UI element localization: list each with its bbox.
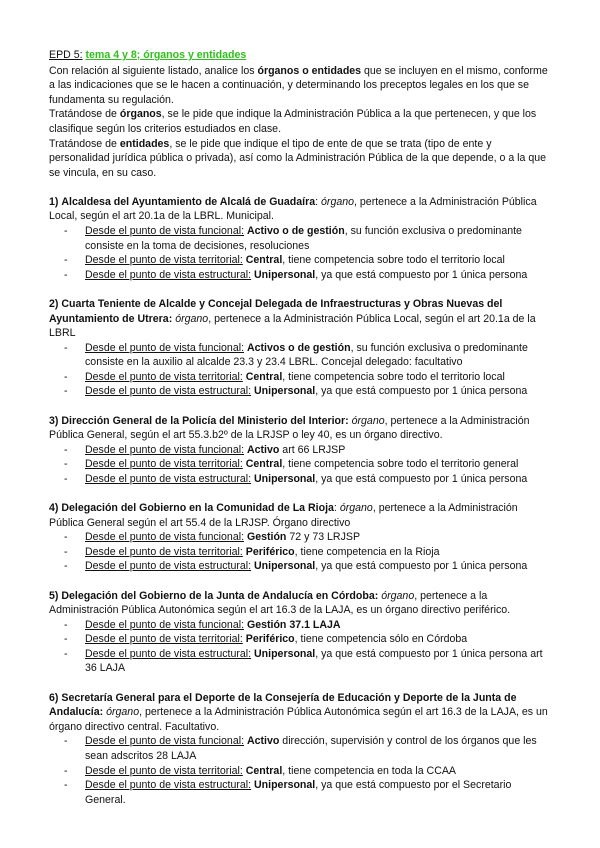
criteria-detail: , tiene competencia sobre todo el territorio local: [282, 254, 505, 267]
dash-bullet: -: [64, 560, 68, 573]
section-type: órgano: [321, 195, 355, 208]
criteria-detail: , tiene competencia sobre todo el territorio general: [282, 458, 519, 471]
criteria-label: Desde el punto de vista estructural:: [85, 647, 252, 660]
criteria-label: Desde el punto de vista estructural:: [85, 385, 252, 398]
dash-bullet: -: [64, 254, 68, 267]
section-3: [49, 414, 554, 487]
criteria-value: Gestión: [246, 531, 287, 544]
dash-bullet: -: [64, 385, 68, 398]
criteria-label: Desde el punto de vista territorial:: [85, 254, 243, 267]
list-item: [49, 545, 554, 560]
criteria-value: Unipersonal: [254, 472, 316, 485]
criteria-label: Desde el punto de vista funcional:: [85, 443, 245, 456]
criteria-value: Activo: [246, 735, 280, 748]
section-heading: [49, 501, 554, 530]
section-type: órgano: [175, 312, 209, 325]
intro-bold: órganos o entidades: [257, 64, 362, 77]
section-type: órgano: [106, 706, 140, 719]
list-item: [49, 734, 554, 763]
dash-bullet: -: [64, 268, 68, 281]
criteria-label: Desde el punto de vista estructural:: [85, 472, 252, 485]
criteria-label: Desde el punto de vista territorial:: [85, 458, 243, 471]
criteria-detail: , tiene competencia sobre todo el territorio local: [282, 370, 505, 383]
section-type: órgano: [381, 589, 415, 602]
criteria-label: Desde el punto de vista funcional:: [85, 341, 245, 354]
section-number: 4): [49, 502, 59, 515]
criteria-list: [49, 530, 554, 574]
criteria-value: Unipersonal: [254, 268, 316, 281]
list-item: [49, 559, 554, 574]
list-item: [49, 457, 554, 472]
criteria-value: Unipersonal: [254, 647, 316, 660]
criteria-label: Desde el punto de vista territorial:: [85, 545, 243, 558]
section-description: , pertenece a la Administración Pública Autonómica según el art 16.3 de la LAJA, es un órgano directivo central. Facultativo.: [49, 706, 548, 733]
section-name: Delegación del Gobierno en la Comunidad de La Rioja: [61, 502, 334, 515]
criteria-detail: dirección, supervisión y control de los órganos que les sean adscritos 28 LAJA: [85, 735, 537, 762]
dash-bullet: -: [64, 341, 68, 354]
list-item: [49, 778, 554, 807]
title-highlight: tema 4 y 8; órganos y entidades: [85, 49, 247, 61]
section-number: 6): [49, 691, 59, 704]
criteria-label: Desde el punto de vista territorial:: [85, 764, 243, 777]
criteria-value: Activo: [246, 443, 280, 456]
criteria-value: Central: [245, 764, 283, 777]
criteria-label: Desde el punto de vista funcional:: [85, 735, 245, 748]
list-item: [49, 632, 554, 647]
criteria-label: Desde el punto de vista funcional:: [85, 225, 245, 238]
criteria-label: Desde el punto de vista funcional:: [85, 531, 245, 544]
section-number: 3): [49, 414, 59, 427]
list-item: [49, 224, 554, 253]
section-type: órgano: [339, 502, 373, 515]
criteria-detail: , ya que está compuesto por el Secretario General.: [85, 779, 512, 806]
criteria-detail: , tiene competencia sólo en Córdoba: [294, 633, 468, 646]
criteria-value: Activo o de gestión: [246, 225, 345, 238]
document-page: [49, 48, 554, 807]
criteria-list: [49, 443, 554, 487]
criteria-label: Desde el punto de vista estructural:: [85, 268, 252, 281]
criteria-label: Desde el punto de vista funcional:: [85, 618, 245, 631]
intro: [49, 64, 554, 181]
intro-bold: órganos: [119, 108, 162, 121]
list-item: [49, 472, 554, 487]
intro-text: Tratándose de: [49, 137, 120, 150]
criteria-detail: , ya que está compuesto por 1 única persona: [315, 268, 528, 281]
criteria-value: Central: [245, 254, 283, 267]
section-description: , pertenece a la Administración Pública Autonómica según el art 16.3 de la LAJA, es un órgano directivo periférico.: [49, 589, 511, 617]
criteria-value: Unipersonal: [254, 560, 316, 573]
section-heading: [49, 414, 554, 443]
intro-bold: entidades: [119, 137, 170, 150]
intro-paragraph-2: [49, 107, 554, 136]
criteria-detail: , su función exclusiva o predominante consiste en la auxilio al alcalde 23.3 y 23.4 LBRL. Concejal delegado: facultativo: [85, 341, 528, 369]
criteria-value: Unipersonal: [254, 385, 316, 398]
list-item: [49, 341, 554, 370]
dash-bullet: -: [64, 443, 68, 456]
dash-bullet: -: [64, 764, 68, 777]
dash-bullet: -: [64, 647, 68, 660]
section-2: [49, 297, 554, 399]
criteria-value: Periférico: [245, 633, 295, 646]
dash-bullet: -: [64, 633, 68, 646]
section-heading: [49, 589, 554, 618]
section-1: [49, 195, 554, 283]
list-item: [49, 618, 554, 633]
section-description: , pertenece a la Administración Pública Local, según el art 20.1a de la LBRL. Municipal.: [49, 195, 537, 223]
list-item: [49, 530, 554, 545]
criteria-value: Periférico: [245, 545, 295, 558]
dash-bullet: -: [64, 458, 68, 471]
list-item: [49, 370, 554, 385]
section-heading: [49, 691, 554, 735]
document-title: [49, 48, 554, 63]
criteria-label: Desde el punto de vista territorial:: [85, 370, 243, 383]
criteria-detail: , ya que está compuesto por 1 única persona: [315, 560, 528, 573]
criteria-list: [49, 341, 554, 399]
list-item: [49, 268, 554, 283]
criteria-list: [49, 224, 554, 282]
title-label: EPD 5:: [49, 49, 83, 61]
section-number: 2): [49, 297, 59, 310]
intro-paragraph-1: [49, 64, 554, 108]
list-item: [49, 764, 554, 779]
list-item: [49, 647, 554, 676]
criteria-detail: , tiene competencia en toda la CCAA: [282, 764, 456, 777]
intro-text: Tratándose de: [49, 108, 120, 121]
criteria-detail: , ya que está compuesto por 1 única persona: [315, 472, 528, 485]
section-type: órgano: [351, 414, 385, 427]
section-name: Cuarta Teniente de Alcalde y Concejal Delegada de Infraestructuras y Obras Nuevas del Ayuntamiento de Utrera:: [49, 297, 503, 325]
criteria-value: Gestión 37.1 LAJA: [246, 618, 341, 631]
section-heading: [49, 297, 554, 341]
section-number: 1): [49, 195, 59, 208]
criteria-detail: , ya que está compuesto por 1 única persona art 36 LAJA: [85, 647, 543, 675]
dash-bullet: -: [64, 735, 68, 748]
section-6: [49, 691, 554, 808]
criteria-value: Central: [245, 370, 283, 383]
intro-text: , se le pide que indique la Administración Pública a la que pertenecen, y que los clasifique según los criterios estudiados en clase.: [49, 108, 537, 135]
intro-text: Con relación al siguiente listado, analice los: [49, 64, 258, 77]
section-separator: :: [315, 195, 319, 208]
dash-bullet: -: [64, 545, 68, 558]
dash-bullet: -: [64, 618, 68, 631]
section-4: [49, 501, 554, 574]
section-name: Dirección General de la Policía del Ministerio del Interior:: [61, 414, 349, 427]
criteria-value: Activos o de gestión: [246, 341, 351, 354]
criteria-detail: , tiene competencia en la Rioja: [294, 545, 440, 558]
section-name: Secretaría General para el Deporte de la Consejería de Educación y Deporte de la Junta de Andalucía:: [49, 691, 517, 719]
criteria-value: Unipersonal: [254, 779, 316, 792]
list-item: [49, 253, 554, 268]
criteria-label: Desde el punto de vista estructural:: [85, 560, 252, 573]
section-heading: [49, 195, 554, 224]
section-name: Alcaldesa del Ayuntamiento de Alcalá de Guadaíra: [61, 195, 316, 208]
section-description: , pertenece a la Administración Pública General, según el art 55.3.b2º de la LRJSP o ley 40, es un órgano directivo.: [49, 414, 530, 442]
list-item: [49, 443, 554, 458]
intro-paragraph-3: [49, 137, 554, 181]
section-5: [49, 589, 554, 677]
criteria-detail: , su función exclusiva o predominante consiste en la toma de decisiones, resoluciones: [85, 225, 522, 252]
criteria-value: Central: [245, 458, 283, 471]
section-number: 5): [49, 589, 59, 602]
section-description: , pertenece a la Administración Pública Local, según el art 20.1a de la LBRL: [49, 312, 536, 340]
criteria-detail: art 66 LRJSP: [279, 443, 346, 456]
dash-bullet: -: [64, 472, 68, 485]
section-description: , pertenece a la Administración Pública General según el art 55.4 de la LRJSP. Órgano directivo: [49, 502, 518, 529]
criteria-list: [49, 618, 554, 676]
section-name: Delegación del Gobierno de la Junta de Andalucía en Córdoba:: [61, 589, 379, 602]
criteria-label: Desde el punto de vista estructural:: [85, 779, 252, 792]
criteria-detail: 72 y 73 LRJSP: [286, 531, 361, 544]
criteria-detail: , ya que está compuesto por 1 única persona: [315, 385, 528, 398]
intro-text: que se incluyen en el mismo, conforme a las indicaciones que se le hacen a continuación, y determinando los preceptos legales en los que se fundamenta su regulación.: [49, 64, 548, 106]
intro-text: , se le pide que indique el tipo de ente de que se trata (tipo de ente y personalidad jurídica pública o privada), así como la Administración Pública de la que depende, o a la que se vincula, en su caso.: [49, 137, 547, 179]
criteria-label: Desde el punto de vista territorial:: [85, 633, 243, 646]
criteria-list: [49, 734, 554, 807]
dash-bullet: -: [64, 531, 68, 544]
dash-bullet: -: [64, 779, 68, 792]
dash-bullet: -: [64, 370, 68, 383]
dash-bullet: -: [64, 225, 68, 238]
list-item: [49, 384, 554, 399]
section-separator: :: [333, 502, 337, 515]
